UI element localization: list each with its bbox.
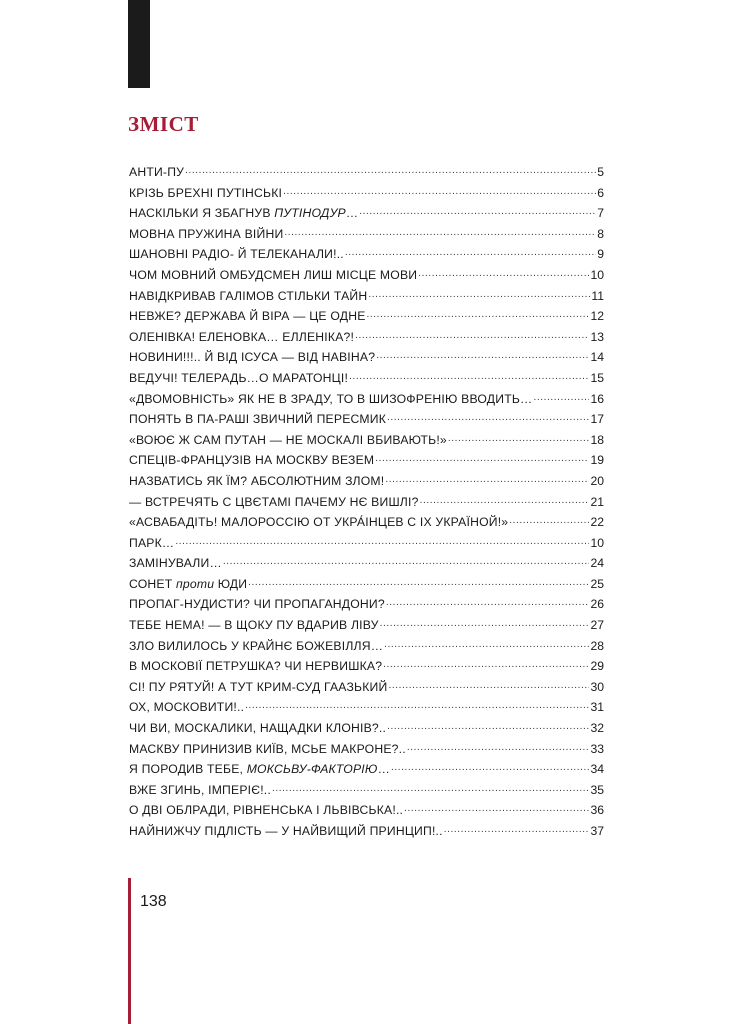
toc-leader-dots (359, 203, 596, 217)
toc-entry-page: 9 (597, 247, 604, 262)
toc-entry-page: 10 (590, 535, 604, 550)
toc-entry-title: СІ! ПУ РЯТУЙ! А ТУТ КРИМ-СУД ГААЗЬКИЙ (129, 679, 388, 694)
toc-entry-page: 26 (590, 597, 604, 612)
toc-entry-title: СПЕЦІВ-ФРАНЦУЗІВ НА МОСКВУ ВЕЗЕМ (129, 453, 375, 468)
toc-entry-title: Я ПОРОДИВ ТЕБЕ, МОКСЬВУ-ФАКТОРІЮ… (129, 762, 390, 777)
toc-leader-dots (375, 450, 589, 464)
toc-entry-title: — ВСТРЕЧЯТЬ С ЦВЄТАМІ ПАЧЕМУ НЄ ВИШЛІ? (129, 494, 419, 509)
toc-entry-title: «ДВОМОВНІСТЬ» ЯК НЕ В ЗРАДУ, ТО В ШИЗОФРЕНІЮ ВВОДИТЬ… (129, 391, 533, 406)
toc-entry-title: НАВІДКРИВАВ ГАЛІМОВ СТІЛЬКИ ТАЙН (129, 288, 368, 303)
toc-leader-dots (404, 800, 589, 814)
toc-leader-dots (386, 594, 590, 608)
toc-leader-dots (245, 697, 589, 711)
toc-leader-dots (384, 636, 589, 650)
toc-entry-title: НЕВЖЕ? ДЕРЖАВА Й ВІРА — ЦЕ ОДНЕ (129, 309, 366, 324)
toc-entry-title: СОНЕТ проти ЮДИ (129, 576, 248, 591)
toc-entry[interactable] (129, 286, 604, 307)
toc-entry[interactable] (129, 162, 604, 183)
toc-entry-title: ВЕДУЧІ! ТЕЛЕРАДЬ…О МАРАТОНЦІ! (129, 370, 349, 385)
toc-entry-title: ЗЛО ВИЛИЛОСЬ У КРАЙНЄ БОЖЕВІЛЛЯ… (129, 638, 384, 653)
toc-leader-dots (223, 553, 590, 567)
toc-entry-page: 32 (590, 721, 604, 736)
toc-entry[interactable] (129, 677, 604, 698)
toc-entry-page: 24 (590, 556, 604, 571)
toc-entry-page: 21 (590, 494, 604, 509)
toc-leader-dots (391, 759, 589, 773)
toc-entry-page: 10 (590, 267, 604, 282)
toc-entry[interactable] (129, 574, 604, 595)
decorative-margin-line (128, 878, 131, 1024)
toc-entry[interactable] (129, 450, 604, 471)
toc-entry-page: 18 (590, 432, 604, 447)
toc-entry-page: 30 (590, 679, 604, 694)
toc-entry-title: НАЙНИЖЧУ ПІДЛІСТЬ — У НАЙВИЩИЙ ПРИНЦИП!.. (129, 824, 443, 838)
toc-entry[interactable] (129, 183, 604, 204)
toc-leader-dots (420, 492, 590, 506)
toc-entry[interactable] (129, 203, 604, 224)
toc-entry[interactable] (129, 224, 604, 245)
toc-entry[interactable] (129, 594, 604, 615)
toc-entry-page: 34 (590, 762, 604, 777)
toc-entry-page: 22 (590, 515, 604, 530)
toc-entry-page: 13 (590, 329, 604, 344)
toc-entry-page: 35 (590, 782, 604, 797)
toc-leader-dots (376, 347, 589, 361)
toc-entry-title: ПАРК… (129, 535, 175, 550)
toc-leader-dots (385, 471, 589, 485)
toc-leader-dots (175, 533, 589, 547)
toc-entry[interactable] (129, 780, 604, 801)
toc-leader-dots (509, 512, 589, 526)
toc-leader-dots (380, 615, 590, 629)
toc-entry-page: 31 (590, 700, 604, 715)
toc-entry[interactable] (129, 636, 604, 657)
toc-entry-page: 8 (597, 226, 604, 241)
toc-entry-title: АНТИ-ПУ (129, 165, 185, 179)
toc-entry-page: 20 (590, 473, 604, 488)
toc-entry[interactable] (129, 739, 604, 760)
toc-leader-dots (444, 821, 590, 835)
toc-entry[interactable] (129, 409, 604, 430)
toc-entry[interactable] (129, 265, 604, 286)
toc-entry[interactable] (129, 656, 604, 677)
toc-entry[interactable] (129, 244, 604, 265)
toc-leader-dots (383, 656, 589, 670)
toc-entry-page: 19 (590, 453, 604, 468)
toc-entry[interactable] (129, 368, 604, 389)
toc-entry-page: 28 (590, 638, 604, 653)
toc-leader-dots (283, 183, 596, 197)
toc-entry-title: ЗАМІНУВАЛИ… (129, 556, 222, 571)
toc-leader-dots (248, 574, 589, 588)
toc-entry-title: ШАНОВНІ РАДІО- Й ТЕЛЕКАНАЛИ!.. (129, 247, 344, 262)
table-of-contents (129, 162, 604, 842)
toc-entry-title: КРІЗЬ БРЕХНІ ПУТІНСЬКІ (129, 185, 283, 200)
toc-entry-title: НОВИНИ!!!.. Й ВІД ІСУСА — ВІД НАВІНА? (129, 350, 376, 365)
toc-entry-title: ПОНЯТЬ В ПА-РАШІ ЗВИЧНИЙ ПЕРЕСМИК (129, 412, 387, 427)
toc-entry-page: 17 (590, 412, 604, 427)
toc-entry[interactable] (129, 821, 604, 842)
toc-entry-title: ОХ, МОСКОВИТИ!.. (129, 700, 245, 715)
toc-leader-dots (272, 780, 589, 794)
toc-entry-title: «АСВАБАДІТЬ! МАЛОРОССІЮ ОТ УКРА́ІНЦЕВ С ІХ УКРАЇНОЙ!» (129, 515, 509, 530)
toc-entry-title: МАСКВУ ПРИНИЗИВ КИЇВ, МСЬЕ МАКРОНЕ?.. (129, 741, 406, 756)
toc-entry-title: ТЕБЕ НЕМА! — В ЩОКУ ПУ ВДАРИВ ЛІВУ (129, 618, 379, 633)
toc-entry-page: 29 (590, 659, 604, 674)
toc-entry-page: 25 (590, 576, 604, 591)
toc-entry[interactable] (129, 759, 604, 780)
toc-entry[interactable] (129, 533, 604, 554)
toc-entry-title: ВЖЕ ЗГИНЬ, ІМПЕРІЄ!.. (129, 782, 271, 797)
toc-entry-page: 27 (590, 618, 604, 633)
toc-entry[interactable] (129, 615, 604, 636)
toc-entry-page: 5 (597, 165, 604, 179)
toc-entry[interactable] (129, 800, 604, 821)
toc-leader-dots (418, 265, 589, 279)
toc-entry[interactable] (129, 553, 604, 574)
toc-leader-dots (387, 409, 589, 423)
toc-entry-page: 14 (590, 350, 604, 365)
toc-entry-page: 33 (590, 741, 604, 756)
toc-entry[interactable] (129, 389, 604, 410)
toc-leader-dots (284, 224, 596, 238)
toc-entry-title: В МОСКОВІЇ ПЕТРУШКА? ЧИ НЕРВИШКА? (129, 659, 383, 674)
toc-entry[interactable] (129, 512, 604, 533)
toc-leader-dots (533, 389, 589, 403)
toc-leader-dots (368, 286, 590, 300)
toc-entry-title: ОЛЕНІВКА! ЕЛЕНОВКА… ЕЛЛЕНІКА?! (129, 329, 355, 344)
toc-entry[interactable] (129, 697, 604, 718)
toc-leader-dots (448, 430, 590, 444)
toc-leader-dots (387, 718, 589, 732)
toc-entry-page: 36 (590, 803, 604, 818)
toc-entry[interactable] (129, 347, 604, 368)
toc-entry-page: 12 (590, 309, 604, 324)
toc-entry-title: «ВОЮЄ Ж САМ ПУТАН — НЕ МОСКАЛІ ВБИВАЮТЬ!» (129, 432, 447, 447)
toc-leader-dots (349, 368, 589, 382)
toc-leader-dots (367, 306, 590, 320)
toc-entry-page: 6 (597, 185, 604, 200)
toc-leader-dots (355, 327, 589, 341)
toc-entry-page: 15 (590, 370, 604, 385)
toc-entry[interactable] (129, 492, 604, 513)
toc-leader-dots (388, 677, 589, 691)
toc-leader-dots (345, 244, 596, 258)
toc-leader-dots (407, 739, 590, 753)
toc-entry-title: МОВНА ПРУЖИНА ВІЙНИ (129, 226, 284, 241)
toc-entry-page: 11 (591, 288, 604, 303)
toc-entry-page: 37 (590, 824, 604, 838)
toc-entry-page: 7 (597, 206, 604, 221)
toc-entry[interactable] (129, 471, 604, 492)
toc-entry[interactable] (129, 430, 604, 451)
toc-entry-title: ЧИ ВИ, МОСКАЛИКИ, НАЩАДКИ КЛОНІВ?.. (129, 721, 387, 736)
toc-entry[interactable] (129, 306, 604, 327)
toc-entry-title: О ДВІ ОБЛРАДИ, РІВНЕНСЬКА І ЛЬВІВСЬКА!.. (129, 803, 404, 818)
decorative-top-bar (128, 0, 150, 88)
toc-entry[interactable] (129, 327, 604, 348)
toc-entry[interactable] (129, 718, 604, 739)
toc-entry-page: 16 (590, 391, 604, 406)
toc-leader-dots (185, 162, 596, 176)
toc-entry-title: НАЗВАТИСЬ ЯК ЇМ? АБСОЛЮТНИМ ЗЛОМ! (129, 473, 385, 488)
toc-entry-title: НАСКІЛЬКИ Я ЗБАГНУВ ПУТІНОДУР… (129, 206, 359, 221)
page-title: ЗМІСТ (128, 112, 199, 136)
toc-entry-title: ПРОПАГ-НУДИСТИ? ЧИ ПРОПАГАНДОНИ? (129, 597, 385, 612)
page-number: 138 (140, 893, 167, 910)
toc-entry-title: ЧОМ МОВНИЙ ОМБУДСМЕН ЛИШ МІСЦЕ МОВИ (129, 267, 418, 282)
